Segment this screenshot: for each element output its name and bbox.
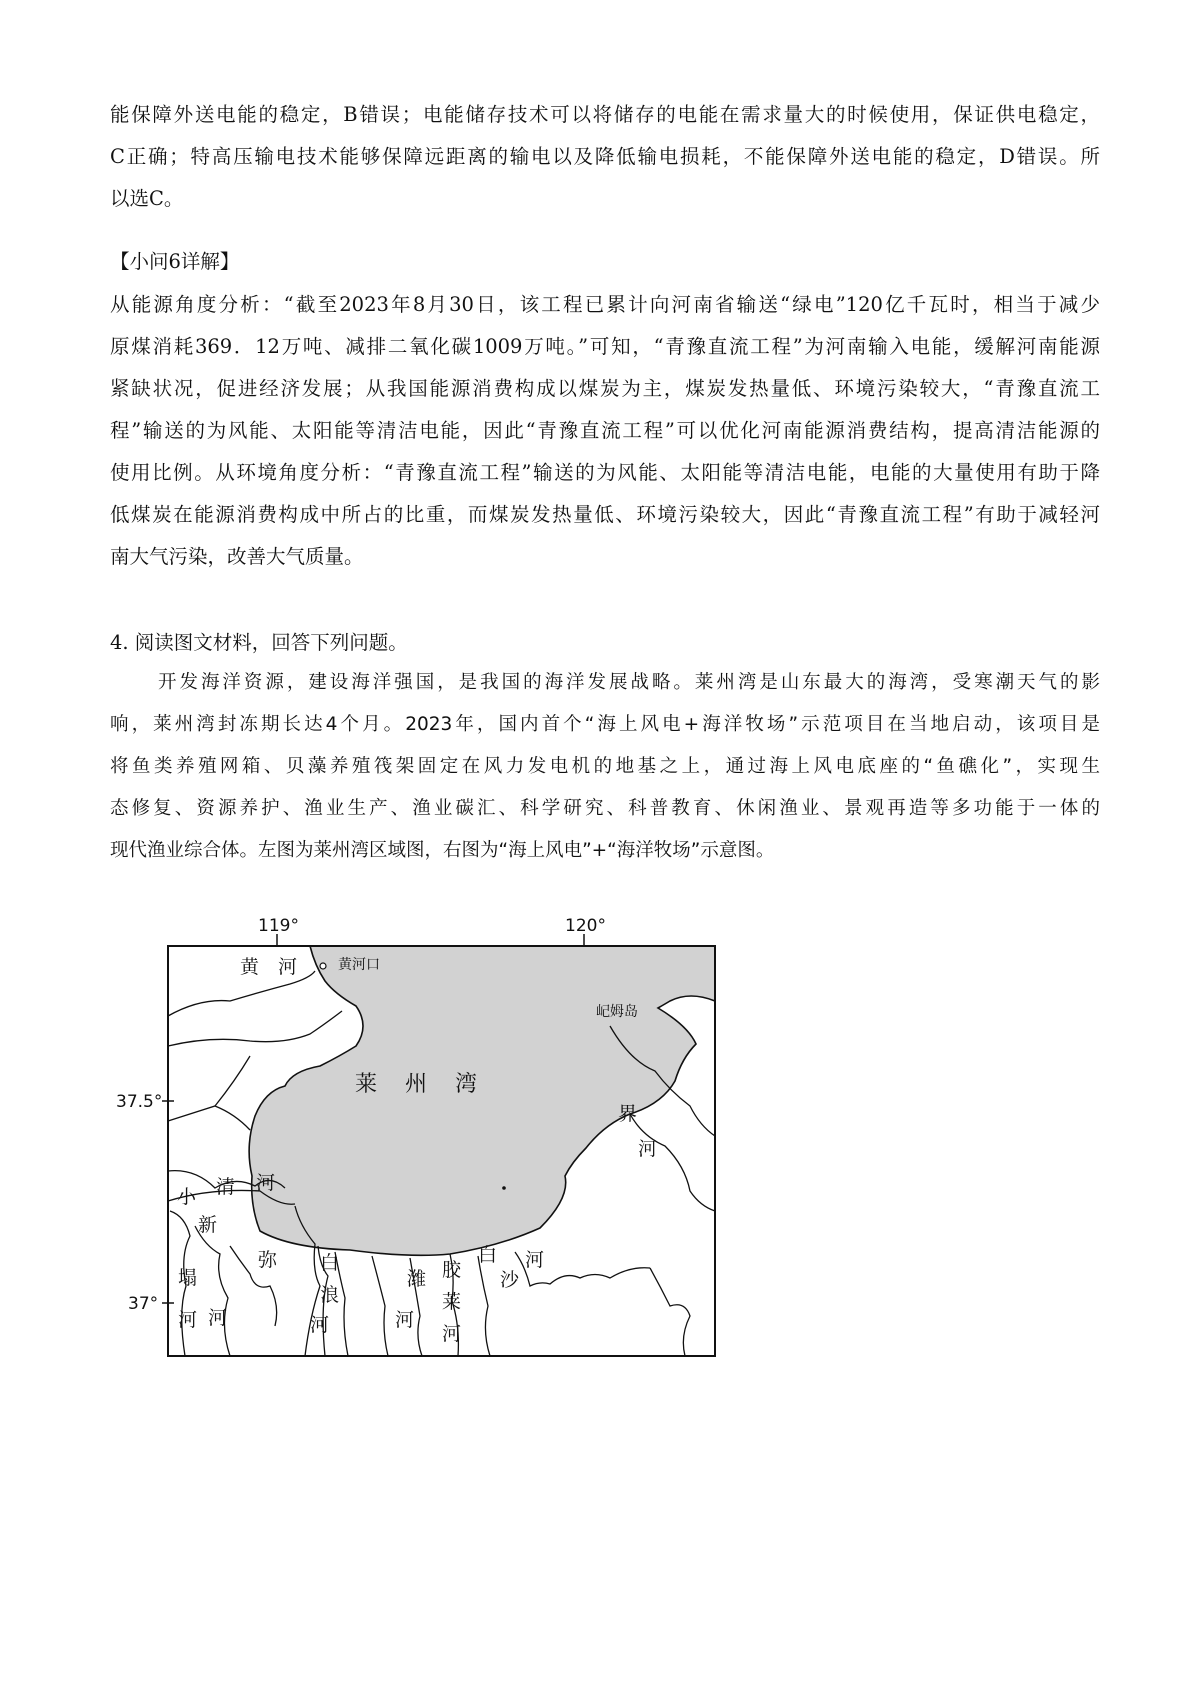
text-line: 原煤消耗369．12万吨、减排二氧化碳1009万吨。”可知，“青豫直流工程”为河南输入电能，缓解河南能源 bbox=[110, 335, 1100, 358]
river-label-char: 莱 bbox=[442, 1291, 462, 1313]
text-line: 程”输送的为风能、太阳能等清洁电能，因此“青豫直流工程”可以优化河南能源消费结构，提高清洁能源的 bbox=[110, 419, 1100, 442]
text-line: 将鱼类养殖网箱、贝藻养殖筏架固定在风力发电机的地基之上，通过海上风电底座的“鱼礁化”，实现生 bbox=[110, 756, 1100, 777]
river-label-char: 界 bbox=[618, 1103, 638, 1125]
text-line: 以选C。 bbox=[110, 187, 184, 210]
text-line: 开发海洋资源，建设海洋强国，是我国的海洋发展战略。莱州湾是山东最大的海湾，受寒潮天气的影 bbox=[158, 672, 1100, 693]
question-4-title: 4. 阅读图文材料，回答下列问题。 bbox=[110, 631, 408, 654]
river-label-char: 河 bbox=[310, 1314, 330, 1336]
river-label-char: 沙 bbox=[500, 1269, 520, 1291]
section-heading: 【小问6详解】 bbox=[110, 250, 240, 273]
river-label-char: 河 bbox=[208, 1307, 228, 1329]
answer-paragraph-1 bbox=[110, 94, 1100, 220]
river-label-char: 白 bbox=[478, 1244, 498, 1266]
text-line: 现代渔业综合体。左图为莱州湾区域图，右图为“海上风电”+“海洋牧场”示意图。 bbox=[110, 840, 775, 861]
river-label-char: 河 bbox=[256, 1172, 276, 1194]
lon-label-120: 120° bbox=[565, 916, 606, 936]
bay-label-char: 湾 bbox=[455, 1072, 478, 1097]
river-label-char: 清 bbox=[216, 1176, 236, 1198]
text-line: 低煤炭在能源消费构成中所占的比重，而煤炭发热量低、环境污染较大，因此“青豫直流工程”有助于减轻河 bbox=[110, 503, 1100, 526]
text-line: 从能源角度分析：“截至2023年8月30日，该工程已累计向河南省输送“绿电”120亿千瓦时，相当于减少 bbox=[110, 293, 1100, 316]
river-label-char: 弥 bbox=[258, 1249, 278, 1271]
bay-water bbox=[249, 946, 715, 1255]
river-label-char: 河 bbox=[442, 1323, 462, 1345]
text-line: 态修复、资源养护、渔业生产、渔业碳汇、科学研究、科普教育、休闲渔业、景观再造等多功能于一体的 bbox=[110, 798, 1100, 819]
laizhou-bay-map bbox=[110, 906, 730, 1366]
material-paragraph bbox=[110, 662, 1100, 872]
text-line: 使用比例。从环境角度分析：“青豫直流工程”输送的为风能、太阳能等清洁电能，电能的大量使用有助于降 bbox=[110, 461, 1100, 484]
bay-label-char: 州 bbox=[405, 1072, 428, 1097]
river-label-char: 胶 bbox=[442, 1259, 462, 1281]
answer-paragraph-2 bbox=[110, 284, 1100, 578]
point-marker bbox=[502, 1186, 506, 1190]
text-line: 响，莱州湾封冻期长达4个月。2023年，国内首个“海上风电+海洋牧场”示范项目在当地启动，该项目是 bbox=[110, 714, 1100, 735]
lat-label-37-5: 37.5° bbox=[116, 1092, 163, 1112]
river-label-char: 白 bbox=[320, 1252, 340, 1274]
river-label-char: 小 bbox=[177, 1186, 197, 1208]
lon-label-119: 119° bbox=[258, 916, 299, 936]
place-label-huanghekou: 黄河口 bbox=[338, 957, 380, 973]
river-label-char: 塌 bbox=[178, 1267, 198, 1289]
place-label-jimudao: 屺姆岛 bbox=[596, 1004, 638, 1020]
river-label-char: 河 bbox=[638, 1138, 658, 1160]
lat-label-37: 37° bbox=[128, 1294, 159, 1314]
text-line: 南大气污染，改善大气质量。 bbox=[110, 545, 364, 568]
river-label-char: 新 bbox=[198, 1214, 218, 1236]
text-line: 紧缺状况，促进经济发展；从我国能源消费构成以煤炭为主，煤炭发热量低、环境污染较大，“青豫直流工 bbox=[110, 377, 1100, 400]
river-label-char: 河 bbox=[395, 1309, 415, 1331]
river-label-char: 潍 bbox=[407, 1268, 427, 1290]
river-label-char: 浪 bbox=[320, 1284, 340, 1306]
river-label-char: 河 bbox=[278, 956, 298, 978]
river-label-char: 黄 bbox=[240, 956, 260, 978]
huanghekou-marker bbox=[320, 963, 326, 969]
river-label-char: 河 bbox=[525, 1249, 545, 1271]
bay-label-char: 莱 bbox=[355, 1072, 378, 1097]
text-line: C正确；特高压输电技术能够保障远距离的输电以及降低输电损耗，不能保障外送电能的稳定，D错误。所 bbox=[110, 145, 1100, 168]
text-line: 能保障外送电能的稳定，B错误；电能储存技术可以将储存的电能在需求量大的时候使用，保证供电稳定， bbox=[110, 103, 1100, 126]
river-label-char: 河 bbox=[178, 1309, 198, 1331]
